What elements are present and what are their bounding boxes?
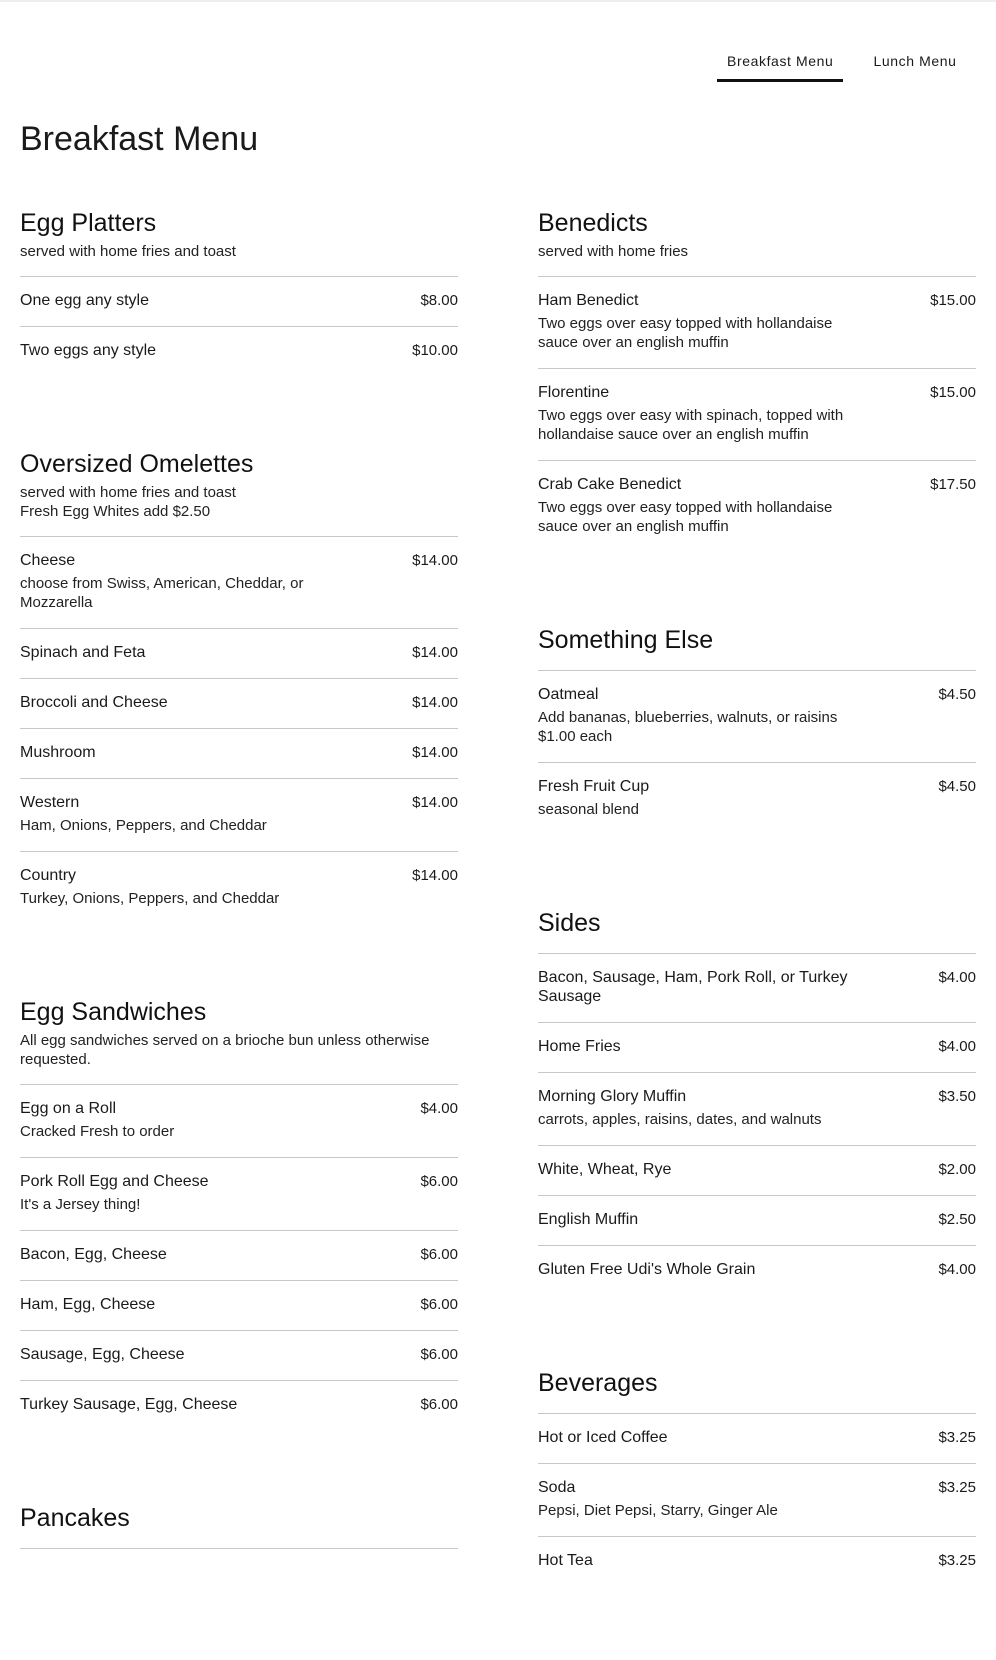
menu-item xyxy=(20,629,458,679)
item-name: Hot Tea xyxy=(538,1552,593,1569)
menu-item xyxy=(538,671,976,763)
section-header xyxy=(20,998,458,1085)
item-name: Egg on a Roll xyxy=(20,1100,117,1117)
item-name: Ham Benedict xyxy=(538,292,639,309)
item-price: $14.00 xyxy=(412,694,458,711)
item-price: $8.00 xyxy=(420,292,458,309)
section-description: All egg sandwiches served on a brioche bun unless otherwise requested. xyxy=(20,1032,430,1068)
item-name: Country xyxy=(20,867,77,884)
item-price: $15.00 xyxy=(930,292,976,309)
menu-item xyxy=(20,1231,458,1281)
tab-breakfast-menu[interactable]: Breakfast Menu xyxy=(717,44,843,82)
item-description: Two eggs over easy with spinach, topped with hollandaise sauce over an english muffin xyxy=(538,407,844,443)
section-title: Beverages xyxy=(538,1369,658,1397)
section-title: Something Else xyxy=(538,626,714,654)
item-name: Broccoli and Cheese xyxy=(20,694,168,711)
item-description: Turkey, Onions, Peppers, and Cheddar xyxy=(20,890,280,907)
item-description: It's a Jersey thing! xyxy=(20,1196,141,1213)
item-price: $14.00 xyxy=(412,644,458,661)
section-header xyxy=(538,209,976,277)
menu-item xyxy=(20,277,458,327)
item-name: Cheese xyxy=(20,552,76,569)
item-name: Gluten Free Udi's Whole Grain xyxy=(538,1261,756,1278)
item-price: $3.25 xyxy=(938,1429,976,1446)
item-price: $14.00 xyxy=(412,794,458,811)
section-description: served with home fries and toast xyxy=(20,243,236,260)
section-beverages xyxy=(538,1369,976,1586)
menu-item xyxy=(538,1196,976,1246)
menu-item xyxy=(20,679,458,729)
item-name: Bacon, Sausage, Ham, Pork Roll, or Turkey Sausage xyxy=(538,969,848,1005)
item-name: Turkey Sausage, Egg, Cheese xyxy=(20,1396,238,1413)
section-header xyxy=(20,450,458,537)
item-price: $4.00 xyxy=(938,1261,976,1278)
item-name: Soda xyxy=(538,1479,576,1496)
section-title: Benedicts xyxy=(538,209,648,237)
menu-column-right xyxy=(538,209,976,1660)
section-description: served with home fries and toast xyxy=(20,484,236,501)
section-title: Egg Platters xyxy=(20,209,157,237)
item-description: Cracked Fresh to order xyxy=(20,1123,175,1140)
item-price: $6.00 xyxy=(420,1296,458,1313)
menu-item xyxy=(538,1414,976,1464)
menu-item xyxy=(538,369,976,461)
item-name: One egg any style xyxy=(20,292,149,309)
item-price: $6.00 xyxy=(420,1246,458,1263)
section-title: Sides xyxy=(538,909,601,937)
section-header xyxy=(20,1504,458,1549)
item-name: Spinach and Feta xyxy=(20,644,146,661)
item-price: $2.50 xyxy=(938,1211,976,1228)
item-price: $4.00 xyxy=(938,1038,976,1055)
menu-item xyxy=(538,1023,976,1073)
item-name: Oatmeal xyxy=(538,686,599,703)
section-header xyxy=(20,209,458,277)
menu-item xyxy=(538,1246,976,1295)
item-name: Ham, Egg, Cheese xyxy=(20,1296,156,1313)
item-name: Bacon, Egg, Cheese xyxy=(20,1246,167,1263)
item-price: $4.50 xyxy=(938,686,976,703)
menu-item xyxy=(538,277,976,369)
section-header xyxy=(538,1369,976,1414)
menu-item xyxy=(538,954,976,1023)
menu-item xyxy=(20,537,458,629)
menu-item xyxy=(20,1158,458,1231)
item-description: carrots, apples, raisins, dates, and walnuts xyxy=(538,1111,822,1128)
item-description: choose from Swiss, American, Cheddar, or Mozzarella xyxy=(20,575,304,611)
item-price: $15.00 xyxy=(930,384,976,401)
item-name: Home Fries xyxy=(538,1038,621,1055)
item-name: Hot or Iced Coffee xyxy=(538,1429,668,1446)
menu-column-left xyxy=(20,209,458,1623)
section-header xyxy=(538,626,976,671)
section-title: Oversized Omelettes xyxy=(20,450,254,478)
menu-item xyxy=(538,1073,976,1146)
section-egg-platters xyxy=(20,209,458,376)
menu-item xyxy=(538,461,976,552)
item-price: $6.00 xyxy=(420,1396,458,1413)
menu-item xyxy=(20,1331,458,1381)
menu-item xyxy=(538,1464,976,1537)
item-price: $4.50 xyxy=(938,778,976,795)
item-description: seasonal blend xyxy=(538,801,639,818)
item-price: $14.00 xyxy=(412,744,458,761)
section-egg-sandwiches xyxy=(20,998,458,1430)
item-price: $4.00 xyxy=(938,969,976,986)
section-title: Pancakes xyxy=(20,1504,130,1532)
menu-item xyxy=(20,729,458,779)
item-price: $4.00 xyxy=(420,1100,458,1117)
menu-item xyxy=(20,1281,458,1331)
item-name: Crab Cake Benedict xyxy=(538,476,682,493)
item-price: $3.50 xyxy=(938,1088,976,1105)
section-title: Egg Sandwiches xyxy=(20,998,207,1026)
item-price: $6.00 xyxy=(420,1346,458,1363)
item-description: Add bananas, blueberries, walnuts, or raisins $1.00 each xyxy=(538,709,838,745)
menu-item xyxy=(20,327,458,376)
item-description: Pepsi, Diet Pepsi, Starry, Ginger Ale xyxy=(538,1502,778,1519)
item-name: Two eggs any style xyxy=(20,342,157,359)
section-something-else xyxy=(538,626,976,835)
item-price: $6.00 xyxy=(420,1173,458,1190)
item-name: Fresh Fruit Cup xyxy=(538,778,650,795)
item-name: White, Wheat, Rye xyxy=(538,1161,672,1178)
menu-item xyxy=(20,1381,458,1430)
section-header xyxy=(538,909,976,954)
section-pancakes xyxy=(20,1504,458,1549)
menu-tabs xyxy=(717,44,967,82)
top-border xyxy=(0,0,996,2)
item-name: Florentine xyxy=(538,384,610,401)
item-name: Morning Glory Muffin xyxy=(538,1088,687,1105)
item-description: Ham, Onions, Peppers, and Cheddar xyxy=(20,817,267,834)
section-benedicts xyxy=(538,209,976,552)
item-price: $14.00 xyxy=(412,867,458,884)
section-description: served with home fries xyxy=(538,243,689,260)
item-price: $3.25 xyxy=(938,1552,976,1569)
menu-item xyxy=(538,1146,976,1196)
item-price: $2.00 xyxy=(938,1161,976,1178)
section-oversized-omelettes xyxy=(20,450,458,924)
menu-item xyxy=(20,779,458,852)
menu-item xyxy=(20,852,458,924)
section-description-extra: Fresh Egg Whites add $2.50 xyxy=(20,503,211,520)
item-name: Mushroom xyxy=(20,744,96,761)
item-description: Two eggs over easy topped with hollandaise sauce over an english muffin xyxy=(538,315,833,351)
section-sides xyxy=(538,909,976,1295)
tab-lunch-menu[interactable]: Lunch Menu xyxy=(873,53,957,69)
item-price: $17.50 xyxy=(930,476,976,493)
item-price: $3.25 xyxy=(938,1479,976,1496)
item-name: Sausage, Egg, Cheese xyxy=(20,1346,185,1363)
item-name: Pork Roll Egg and Cheese xyxy=(20,1173,209,1190)
menu-item xyxy=(538,1537,976,1586)
item-price: $10.00 xyxy=(412,342,458,359)
page-title: Breakfast Menu xyxy=(20,120,259,158)
item-name: Western xyxy=(20,794,80,811)
item-price: $14.00 xyxy=(412,552,458,569)
item-name: English Muffin xyxy=(538,1211,639,1228)
item-description: Two eggs over easy topped with hollandaise sauce over an english muffin xyxy=(538,499,833,535)
menu-item xyxy=(538,763,976,835)
menu-item xyxy=(20,1085,458,1158)
